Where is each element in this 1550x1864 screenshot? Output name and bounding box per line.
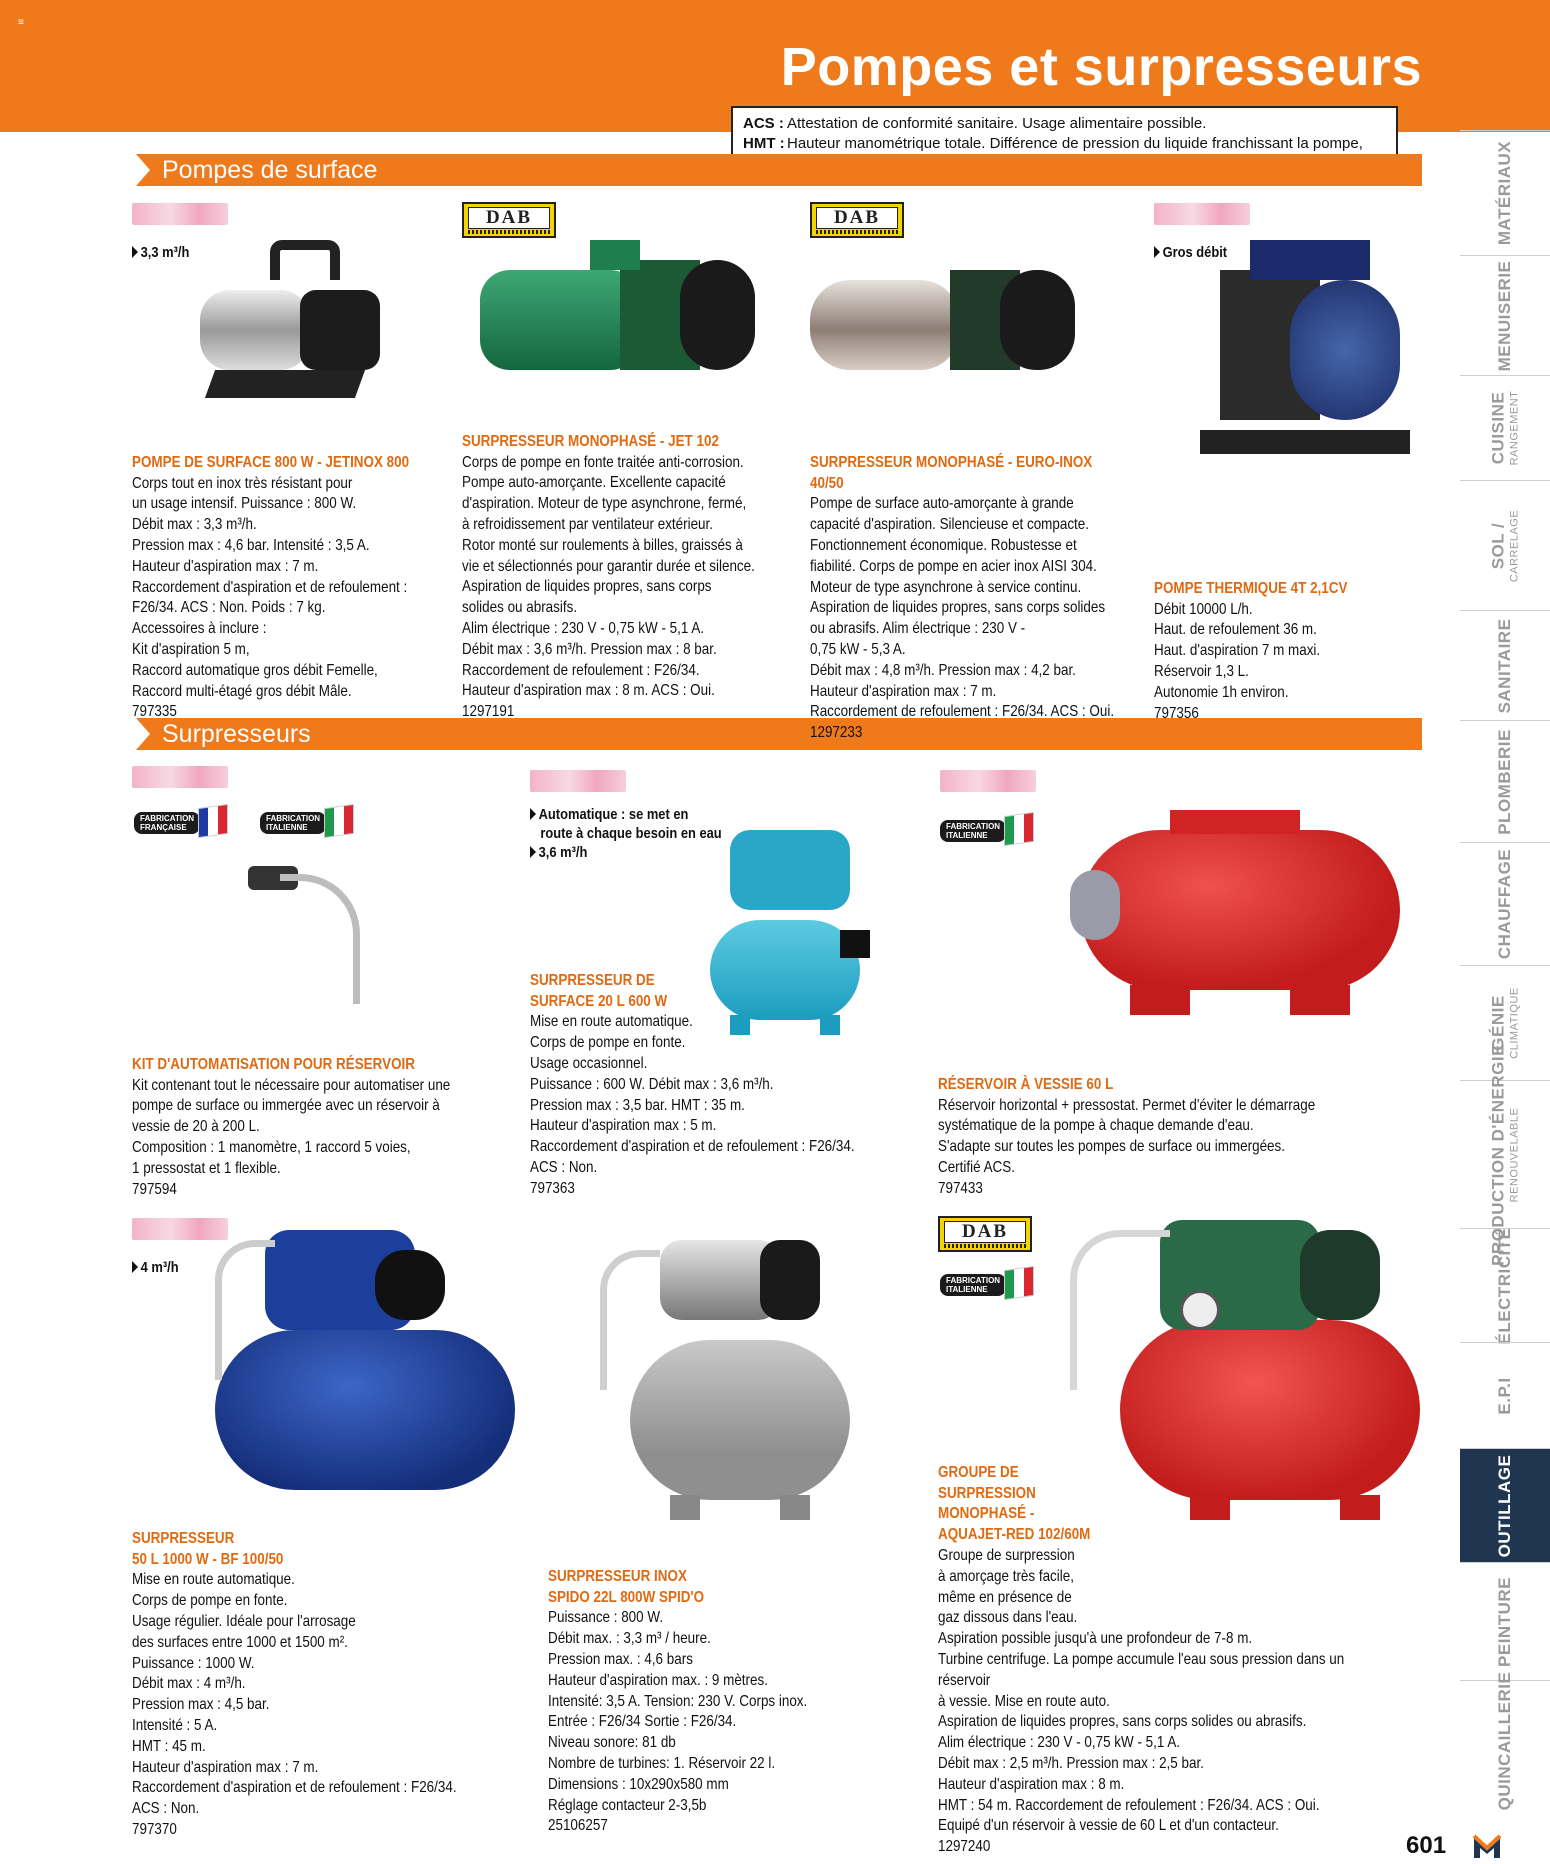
side-tab-label (1489, 509, 1522, 581)
side-tab-sublabel: RANGEMENT (1508, 390, 1521, 466)
section-bar-surface (136, 154, 1422, 186)
side-tab-label: CHAUFFAGE (1495, 848, 1514, 960)
tagline-text: 3,6 m³/h (538, 844, 588, 861)
product-image-jetinox (190, 230, 400, 400)
flag-italy-icon (324, 804, 354, 838)
side-tab-13[interactable] (1460, 1671, 1550, 1810)
product-description (530, 950, 866, 1220)
badge-text: FABRICATION ITALIENNE (940, 820, 1006, 842)
glossary-row (743, 114, 1386, 134)
product-body: Corps de pompe en fonte traitée anti-corrosion. Pompe auto-amorçante. Excellente capacité d'aspiration. Moteur de type asynchrone, fermé, à refroidissement par ventilateur extérieur. Rotor monté sur roulements à billes, graissés à vie et sélectionnés pour garantir durée et silence. Aspiration de liquides propres, sans corps solides ou abrasifs. Alim électrique : 230 V - 0,75 kW - 5,1 A. Débit max : 3,6 m³/h. Pression max : 8 bar. Raccordement de refoulement : F26/34. Hauteur d'aspiration max : 8 m. ACS : Oui. (462, 453, 755, 700)
dab-logo (810, 202, 904, 238)
tagline-text: route à chaque besoin en eau (540, 825, 722, 842)
side-tab-label (1489, 391, 1522, 466)
tagline-text: Automatique : se met en (538, 806, 689, 823)
product-title: KIT D'AUTOMATISATION POUR RÉSERVOIR (132, 1055, 415, 1073)
menu-icon[interactable]: ≡ (18, 17, 24, 28)
tagline-text: 4 m³/h (140, 1259, 179, 1276)
product-image-spido (580, 1210, 870, 1530)
product-code: 1297233 (810, 724, 863, 742)
fabrication-italienne-badge (940, 814, 1040, 844)
side-tab-1[interactable] (1460, 255, 1550, 375)
side-tab-2[interactable] (1460, 375, 1550, 480)
product-tagline (132, 243, 189, 262)
glossary-value: Attestation de conformité sanitaire. Usage alimentaire possible. (787, 115, 1207, 132)
page-title: Pompes et surpresseurs (780, 37, 1422, 97)
product-image-reservoir60l (1070, 800, 1410, 1030)
side-tab-12[interactable] (1460, 1562, 1550, 1680)
side-tab-8[interactable] (1460, 1043, 1550, 1266)
product-description (548, 1546, 834, 1858)
product-description (810, 432, 1129, 765)
product-image-jet102 (470, 230, 760, 380)
side-tab-label: MATÉRIAUX (1495, 140, 1514, 246)
side-tab-3[interactable] (1460, 480, 1550, 610)
product-title: GROUPE DE SURPRESSION MONOPHASÉ - AQUAJET-RED 102/60M (938, 1463, 1091, 1544)
triangle-icon (530, 846, 536, 858)
product-code: 1297191 (462, 703, 515, 721)
product-code: 797370 (132, 1820, 177, 1838)
product-image-thermique (1190, 230, 1420, 470)
tagline-text: 3,3 m³/h (140, 244, 190, 261)
side-tab-4[interactable] (1460, 610, 1550, 720)
side-tab-11[interactable] (1460, 1448, 1550, 1562)
flag-france-icon (198, 804, 228, 838)
product-code: 25106257 (548, 1817, 608, 1835)
badge-text: FABRICATION ITALIENNE (260, 812, 326, 834)
side-tab-label: PEINTURE (1495, 1576, 1514, 1667)
glossary-key: HMT : (743, 135, 785, 152)
product-code: 1297240 (938, 1838, 991, 1856)
brand-m-logo (1472, 1830, 1502, 1860)
product-title: SURPRESSEUR DE SURFACE 20 L 600 W (530, 971, 668, 1010)
product-image-bf100 (205, 1210, 525, 1500)
side-tab-main: SOL / (1488, 522, 1508, 569)
product-code: 797335 (132, 703, 177, 721)
side-tab-label: QUINCAILLERIE (1495, 1671, 1514, 1810)
product-title: SURPRESSEUR INOX SPIDO 22L 800W SPID'O (548, 1567, 705, 1606)
side-tab-label: OUTILLAGE (1495, 1454, 1514, 1557)
product-description (132, 432, 451, 744)
product-tagline (530, 805, 722, 862)
product-body: Débit 10000 L/h. Haut. de refoulement 36 m. Haut. d'aspiration 7 m maxi. Réservoir 1,3 L. Autonomie 1h environ. (1154, 600, 1321, 701)
brand-logo (132, 203, 228, 225)
product-description (132, 1034, 468, 1221)
triangle-icon (530, 808, 536, 820)
badge-text: FABRICATION FRANÇAISE (134, 812, 200, 834)
fabrication-francaise-badge (134, 806, 234, 836)
triangle-icon (132, 1261, 138, 1273)
product-description (462, 411, 781, 744)
side-tab-label: MENUISERIE (1495, 260, 1514, 371)
side-tab-label: SANITAIRE (1495, 618, 1514, 713)
dab-logo (938, 1216, 1032, 1252)
triangle-icon (132, 246, 138, 258)
side-tab-5[interactable] (1460, 720, 1550, 842)
brand-logo (132, 766, 228, 788)
side-tab-main: PRODUCTION D'ÉNERGIE (1488, 1043, 1508, 1266)
product-body: Puissance : 800 W. Débit max. : 3,3 m³ / heure. Pression max. : 4,6 bars Hauteur d'aspiration max. : 9 mètres. Intensité: 3,5 A. Tension: 230 V. Corps inox. Entrée : F26/34 Sortie : F26/34. Niveau sonore: 81 db Nombre de turbines: 1. Réservoir 22 l. Dimensions : 10x290x580 mm Réglage contacteur 2-3,5b (548, 1609, 808, 1814)
side-tab-sublabel: RENOUVELABLE (1508, 1107, 1521, 1202)
side-tab-6[interactable] (1460, 842, 1550, 965)
brand-logo (940, 770, 1036, 792)
side-tab-0[interactable] (1460, 130, 1550, 255)
brand-logo (1154, 203, 1250, 225)
side-tab-label: ÉLECTRICITÉ (1495, 1227, 1514, 1344)
side-tab-main: CUISINE (1488, 391, 1508, 465)
glossary-key: ACS : (743, 115, 784, 132)
product-code: 797363 (530, 1179, 575, 1197)
product-image-kit (240, 860, 380, 1020)
product-code: 797433 (938, 1179, 983, 1197)
fabrication-italienne-badge (260, 806, 360, 836)
dab-text: DAB (816, 207, 898, 229)
glossary-value: Hauteur manométrique totale. Différence de pression du liquide franchissant la pompe, (787, 135, 1363, 152)
side-tab-sublabel: CARRELAGE (1508, 509, 1521, 582)
product-title: SURPRESSEUR MONOPHASÉ - EURO-INOX 40/50 (810, 453, 1093, 492)
fabrication-italienne-badge (940, 1268, 1040, 1298)
tagline-text: Gros débit (1162, 244, 1228, 261)
section-title: Pompes de surface (162, 156, 378, 184)
section-arrow-icon (136, 154, 150, 186)
brand-logo (530, 770, 626, 792)
side-tab-label: E.P.I (1495, 1376, 1514, 1415)
side-tab-main: GÉNIE (1488, 995, 1508, 1051)
product-body: Groupe de surpression à amorçage très facile, même en présence de gaz dissous dans l'eau. Aspiration possible jusqu'à une profondeur de 7-8 m. Turbine centrifuge. La pompe accumule l'eau sous pression dans un réservoir à vessie. Mise en route auto. Aspiration de liquides propres, sans corps solides ou abrasifs. Alim électrique : 230 V - 0,75 kW - 5,1 A. Débit max : 2,5 m³/h. Pression max : 2,5 bar. Hauteur d'aspiration max : 8 m. HMT : 54 m. Raccordement de refoulement : F26/34. ACS : Oui. Equipé d'un réservoir à vessie de 60 L et d'un contacteur. (938, 1546, 1345, 1835)
product-title: SURPRESSEUR 50 L 1000 W - BF 100/50 (132, 1529, 284, 1568)
badge-text: FABRICATION ITALIENNE (940, 1274, 1006, 1296)
triangle-icon (1154, 246, 1160, 258)
side-tab-10[interactable] (1460, 1342, 1550, 1448)
page-number: 601 (1406, 1832, 1447, 1859)
flag-italy-icon (1004, 1266, 1034, 1300)
category-sidebar (1460, 130, 1550, 1810)
product-body: Mise en route automatique. Corps de pompe en fonte. Usage régulier. Idéale pour l'arrosage des surfaces entre 1000 et 1500 m². Puissance : 1000 W. Débit max : 4 m³/h. Pression max : 4,5 bar. Intensité : 5 A. HMT : 45 m. Hauteur d'aspiration max : 7 m. Raccordement d'aspiration et de refoulement : F26/34. ACS : Non. (132, 1571, 457, 1818)
product-description (938, 1442, 1358, 1864)
product-body: Réservoir horizontal + pressostat. Permet d'éviter le démarrage systématique de la pompe à chaque demande d'eau. S'adapte sur toutes les pompes de surface ou immergées. Certifié ACS. (938, 1096, 1316, 1176)
product-code: 797594 (132, 1180, 177, 1198)
product-title: POMPE THERMIQUE 4T 2,1CV (1154, 579, 1348, 597)
section-title: Surpresseurs (162, 720, 311, 748)
product-title: RÉSERVOIR À VESSIE 60 L (938, 1075, 1114, 1093)
product-description (1154, 558, 1356, 745)
product-description (132, 1508, 468, 1862)
product-title: POMPE DE SURFACE 800 W - JETINOX 800 (132, 453, 410, 471)
product-title: SURPRESSEUR MONOPHASÉ - JET 102 (462, 432, 719, 450)
side-tab-9[interactable] (1460, 1228, 1550, 1342)
flag-italy-icon (1004, 812, 1034, 846)
side-tab-label: PLOMBERIE (1495, 728, 1514, 835)
dab-text: DAB (944, 1221, 1026, 1243)
product-body: Mise en route automatique. Corps de pompe en fonte. Usage occasionnel. Puissance : 600 W. Débit max : 3,6 m³/h. Pression max : 3,5 bar. HMT : 35 m. Hauteur d'aspiration max : 5 m. Raccordement d'aspiration et de refoulement : F26/34. ACS : Non. (530, 1013, 855, 1176)
dab-text: DAB (468, 207, 550, 229)
product-code: 797356 (1154, 704, 1199, 722)
product-body: Kit contenant tout le nécessaire pour automatiser une pompe de surface ou immergée avec un réservoir à vessie de 20 à 200 L. Composition : 1 manomètre, 1 raccord 5 voies, 1 pressostat et 1 flexible. (132, 1076, 451, 1177)
side-tab-sublabel: CLIMATIQUE (1508, 987, 1521, 1059)
product-body: Corps tout en inox très résistant pour un usage intensif. Puissance : 800 W. Débit max : 3,3 m³/h. Pression max : 4,6 bar. Intensité : 3,5 A. Hauteur d'aspiration max : 7 m. Raccordement d'aspiration et de refoulement : F26/34. ACS : Non. Poids : 7 kg. Accessoires à inclure : Kit d'aspiration 5 m, Raccord automatique gros débit Femelle, Raccord multi-étagé gros débit Mâle. (132, 474, 408, 700)
product-image-euroinox (800, 250, 1080, 380)
product-tagline (132, 1258, 179, 1277)
product-body: Pompe de surface auto-amorçante à grande capacité d'aspiration. Silencieuse et compacte. Fonctionnement économique. Robustesse et fiabilité. Corps de pompe en acier inox AISI 304. Moteur de type asynchrone à service continu. Aspiration de liquides propres, sans corps solides ou abrasifs. Alim électrique : 230 V - 0,75 kW - 5,3 A. Débit max : 4,8 m³/h. Pression max : 4,2 bar. Hauteur d'aspiration max : 7 m. Raccordement de refoulement : F26/34. ACS : Oui. (810, 495, 1115, 721)
